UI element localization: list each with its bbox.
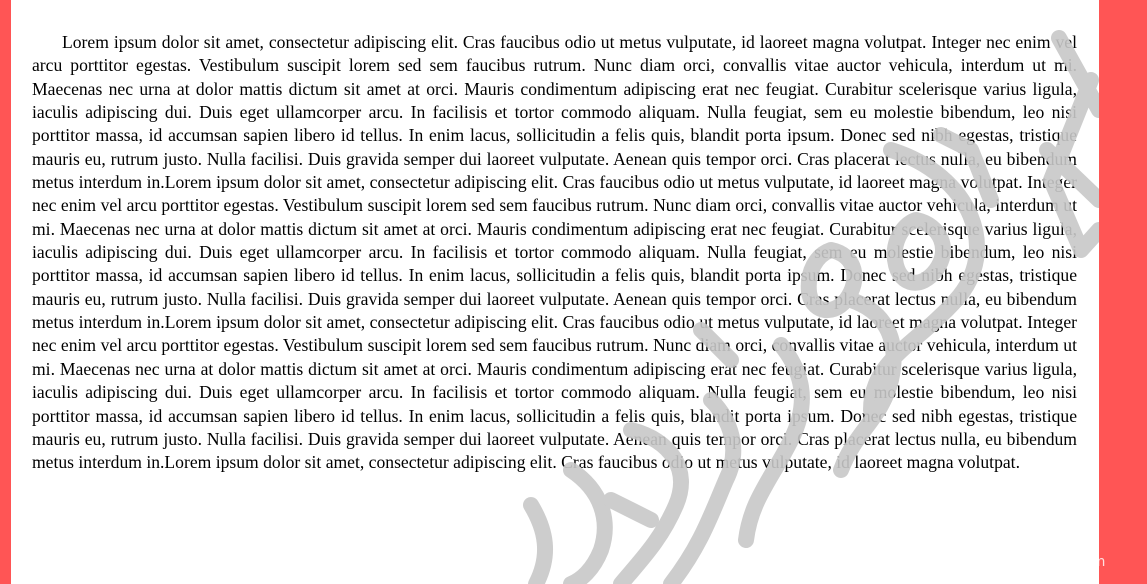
source-credit: CSDN @Sun_Shaom <box>962 554 1106 570</box>
document-page <box>11 0 1099 584</box>
watermark-stroke <box>611 500 651 520</box>
body-paragraph: Lorem ipsum dolor sit amet, consectetur adipiscing elit. Cras faucibus odio ut metus vulputate, id laoreet magna volutpat. Integer nec enim vel arcu porttitor egestas. Vestibulum suscipit lorem sed sem faucibus rutrum. Nunc diam orci, convallis vitae auctor vehicula, interdum ut mi. Maecenas nec urna at dolor mattis dictum sit amet at orci. Mauris condimentum adipiscing erat nec feugiat. Curabitur scelerisque varius ligula, iaculis adipiscing dui. Duis eget ullamcorper arcu. In facilisis et tortor commodo aliquam. Nulla feugiat, sem eu molestie bibendum, leo nisi porttitor massa, id accumsan sapien libero id tellus. In enim lacus, sollicitudin a felis quis, blandit porta ipsum. Donec sed nibh egestas, tristique mauris eu, rutrum justo. Nulla facilisi. Duis gravida semper dui laoreet vulputate. Aenean quis tempor orci. Cras placerat lectus nulla, eu bibendum metus interdum in.Lorem ipsum dolor sit amet, consectetur adipiscing elit. Cras faucibus odio ut metus vulputate, id laoreet magna volutpat. Integer nec enim vel arcu porttitor egestas. Vestibulum suscipit lorem sed sem faucibus rutrum. Nunc diam orci, convallis vitae auctor vehicula, interdum ut mi. Maecenas nec urna at dolor mattis dictum sit amet at orci. Mauris condimentum adipiscing erat nec feugiat. Curabitur scelerisque varius ligula, iaculis adipiscing dui. Duis eget ullamcorper arcu. In facilisis et tortor commodo aliquam. Nulla feugiat, sem eu molestie bibendum, leo nisi porttitor massa, id accumsan sapien libero id tellus. In enim lacus, sollicitudin a felis quis, blandit porta ipsum. Donec sed nibh egestas, tristique mauris eu, rutrum justo. Nulla facilisi. Duis gravida semper dui laoreet vulputate. Aenean quis tempor orci. Cras placerat lectus nulla, eu bibendum metus interdum in.Lorem ipsum dolor sit amet, consectetur adipiscing elit. Cras faucibus odio ut metus vulputate, id laoreet magna volutpat. Integer nec enim vel arcu porttitor egestas. Vestibulum suscipit lorem sed sem faucibus rutrum. Nunc diam orci, convallis vitae auctor vehicula, interdum ut mi. Maecenas nec urna at dolor mattis dictum sit amet at orci. Mauris condimentum adipiscing erat nec feugiat. Curabitur scelerisque varius ligula, iaculis adipiscing dui. Duis eget ullamcorper arcu. In facilisis et tortor commodo aliquam. Nulla feugiat, sem eu molestie bibendum, leo nisi porttitor massa, id accumsan sapien libero id tellus. In enim lacus, sollicitudin a felis quis, blandit porta ipsum. Donec sed nibh egestas, tristique mauris eu, rutrum justo. Nulla facilisi. Duis gravida semper dui laoreet vulputate. Aenean quis tempor orci. Cras placerat lectus nulla, eu bibendum metus interdum in.Lorem ipsum dolor sit amet, consectetur adipiscing elit. Cras faucibus odio ut metus vulputate, id laoreet magna volutpat. <box>32 32 1077 473</box>
watermark-stroke <box>531 505 545 584</box>
watermark-stroke <box>571 470 605 584</box>
